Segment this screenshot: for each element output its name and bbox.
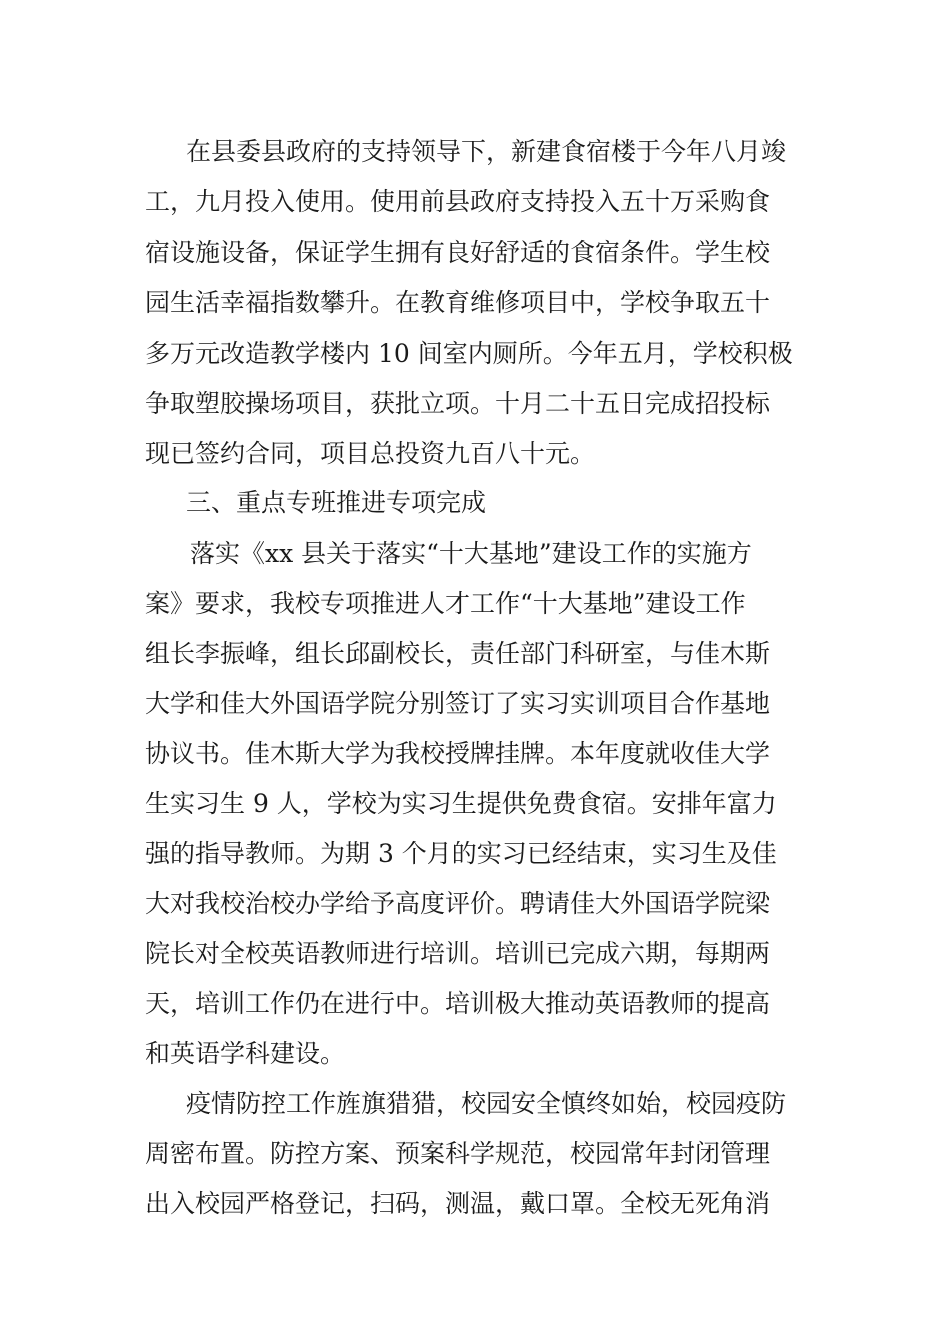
text-line: 院长对全校英语教师进行培训。培训已完成六期，每期两: [145, 939, 771, 968]
text-line: 多万元改造教学楼内 10 间室内厕所。今年五月，学校积极: [145, 339, 793, 368]
text-line: 大学和佳大外国语学院分别签订了实习实训项目合作基地: [145, 689, 771, 718]
text-line: 协议书。佳木斯大学为我校授牌挂牌。本年度就收佳大学: [145, 739, 771, 768]
text-line: 生实习生 9 人，学校为实习生提供免费食宿。安排年富力: [145, 789, 777, 818]
text-line: 宿设施设备，保证学生拥有良好舒适的食宿条件。学生校: [145, 238, 771, 267]
text-line: 组长李振峰，组长邱副校长，责任部门科研室，与佳木斯: [145, 639, 771, 668]
text-line: 强的指导教师。为期 3 个月的实习已经结束，实习生及佳: [145, 839, 777, 868]
text-line: 在县委县政府的支持领导下，新建食宿楼于今年八月竣: [186, 137, 787, 166]
text-line: 出入校园严格登记，扫码，测温，戴口罩。全校无死角消: [145, 1189, 771, 1218]
text-line: 和英语学科建设。: [145, 1039, 346, 1068]
text-line: 园生活幸福指数攀升。在教育维修项目中，学校争取五十: [145, 288, 771, 317]
text-line: 天，培训工作仍在进行中。培训极大推动英语教师的提高: [145, 989, 771, 1018]
text-line: 周密布置。防控方案、预案科学规范，校园常年封闭管理: [145, 1139, 771, 1168]
text-line: 大对我校治校办学给予高度评价。聘请佳大外国语学院梁: [145, 889, 771, 918]
text-line: 工，九月投入使用。使用前县政府支持投入五十万采购食: [145, 187, 771, 216]
text-line: 争取塑胶操场项目，获批立项。十月二十五日完成招投标: [145, 389, 771, 418]
section-heading: 三、重点专班推进专项完成: [186, 488, 487, 517]
text-line: 落实《xx 县关于落实“十大基地”建设工作的实施方: [190, 539, 752, 568]
text-line: 疫情防控工作旌旗猎猎，校园安全慎终如始，校园疫防: [186, 1089, 787, 1118]
text-line: 案》要求，我校专项推进人才工作“十大基地”建设工作: [145, 589, 746, 618]
text-line: 现已签约合同，项目总投资九百八十元。: [145, 439, 596, 468]
